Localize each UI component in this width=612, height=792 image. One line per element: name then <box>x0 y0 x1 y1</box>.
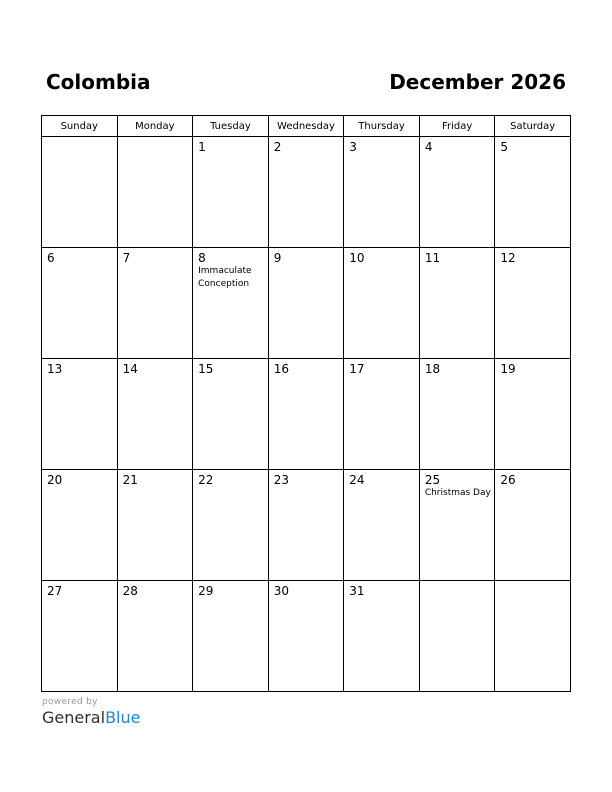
day-number: 15 <box>198 362 214 376</box>
day-number: 12 <box>500 251 516 265</box>
day-number: 4 <box>424 140 433 154</box>
day-cell <box>117 581 193 692</box>
day-cell <box>495 137 571 248</box>
day-number: 18 <box>424 362 441 376</box>
day-cell <box>268 137 344 248</box>
day-number: 25 <box>424 473 441 487</box>
day-cell <box>419 359 495 470</box>
weekday-tuesday: Tuesday <box>193 116 269 137</box>
day-cell <box>117 470 193 581</box>
day-cell <box>268 581 344 692</box>
day-cell <box>344 137 420 248</box>
holiday-label: Immaculate Conception <box>198 266 252 289</box>
empty-day-cell <box>495 581 571 692</box>
day-number: 21 <box>122 473 138 487</box>
day-number: 19 <box>500 362 516 376</box>
weekday-wednesday: Wednesday <box>268 116 344 137</box>
day-number: 16 <box>273 362 289 376</box>
day-cell <box>117 248 193 359</box>
day-cell <box>193 248 269 359</box>
day-cell <box>419 470 495 581</box>
day-number: 27 <box>47 584 63 598</box>
day-cell <box>344 248 420 359</box>
week-row <box>42 137 571 248</box>
generalblue-logo <box>42 708 140 728</box>
week-row <box>42 470 571 581</box>
day-number: 13 <box>47 362 63 376</box>
day-cell <box>42 581 118 692</box>
weekday-friday: Friday <box>419 116 495 137</box>
weekday-sunday: Sunday <box>42 116 118 137</box>
day-number: 11 <box>424 251 441 265</box>
day-number: 2 <box>273 140 282 154</box>
day-cell <box>419 137 495 248</box>
week-row <box>42 359 571 470</box>
day-cell <box>495 359 571 470</box>
day-number: 10 <box>349 251 365 265</box>
day-number: 26 <box>500 473 516 487</box>
weekday-saturday: Saturday <box>495 116 571 137</box>
calendar-header <box>46 70 566 100</box>
day-number: 8 <box>198 251 206 265</box>
holiday-label: Christmas Day <box>424 488 491 498</box>
day-number: 30 <box>273 584 289 598</box>
country-title: Colombia <box>46 70 151 94</box>
day-cell <box>268 470 344 581</box>
day-cell <box>193 470 269 581</box>
powered-by-text: powered by <box>42 697 98 707</box>
day-cell <box>42 248 118 359</box>
day-number: 14 <box>122 362 138 376</box>
day-number: 29 <box>198 584 214 598</box>
day-cell <box>495 248 571 359</box>
day-number: 24 <box>349 473 365 487</box>
day-cell <box>193 359 269 470</box>
footer-branding <box>42 697 140 728</box>
empty-day-cell <box>117 137 193 248</box>
day-number: 20 <box>47 473 63 487</box>
day-cell <box>42 470 118 581</box>
brand-general: General <box>42 708 106 727</box>
weekday-header-row <box>42 116 571 137</box>
weekday-thursday: Thursday <box>344 116 420 137</box>
day-number: 3 <box>349 140 357 154</box>
brand-blue: Blue <box>105 708 141 727</box>
day-cell <box>344 581 420 692</box>
empty-day-cell <box>42 137 118 248</box>
day-number: 9 <box>273 251 282 265</box>
day-number: 7 <box>122 251 131 265</box>
day-cell <box>42 359 118 470</box>
day-number: 1 <box>198 140 206 154</box>
month-year-title: December 2026 <box>389 70 566 94</box>
day-number: 23 <box>273 473 289 487</box>
day-number: 31 <box>349 584 365 598</box>
day-number: 6 <box>47 251 55 265</box>
day-cell <box>117 359 193 470</box>
day-cell <box>344 470 420 581</box>
day-number: 22 <box>198 473 214 487</box>
day-cell <box>495 470 571 581</box>
day-cell <box>268 359 344 470</box>
day-number: 17 <box>349 362 365 376</box>
weekday-monday: Monday <box>117 116 193 137</box>
week-row <box>42 581 571 692</box>
day-cell <box>193 137 269 248</box>
day-cell <box>344 359 420 470</box>
day-cell <box>193 581 269 692</box>
calendar-grid <box>41 115 571 692</box>
day-cell <box>268 248 344 359</box>
day-number: 5 <box>500 140 509 154</box>
day-number: 28 <box>122 584 138 598</box>
week-row <box>42 248 571 359</box>
empty-day-cell <box>419 581 495 692</box>
day-cell <box>419 248 495 359</box>
